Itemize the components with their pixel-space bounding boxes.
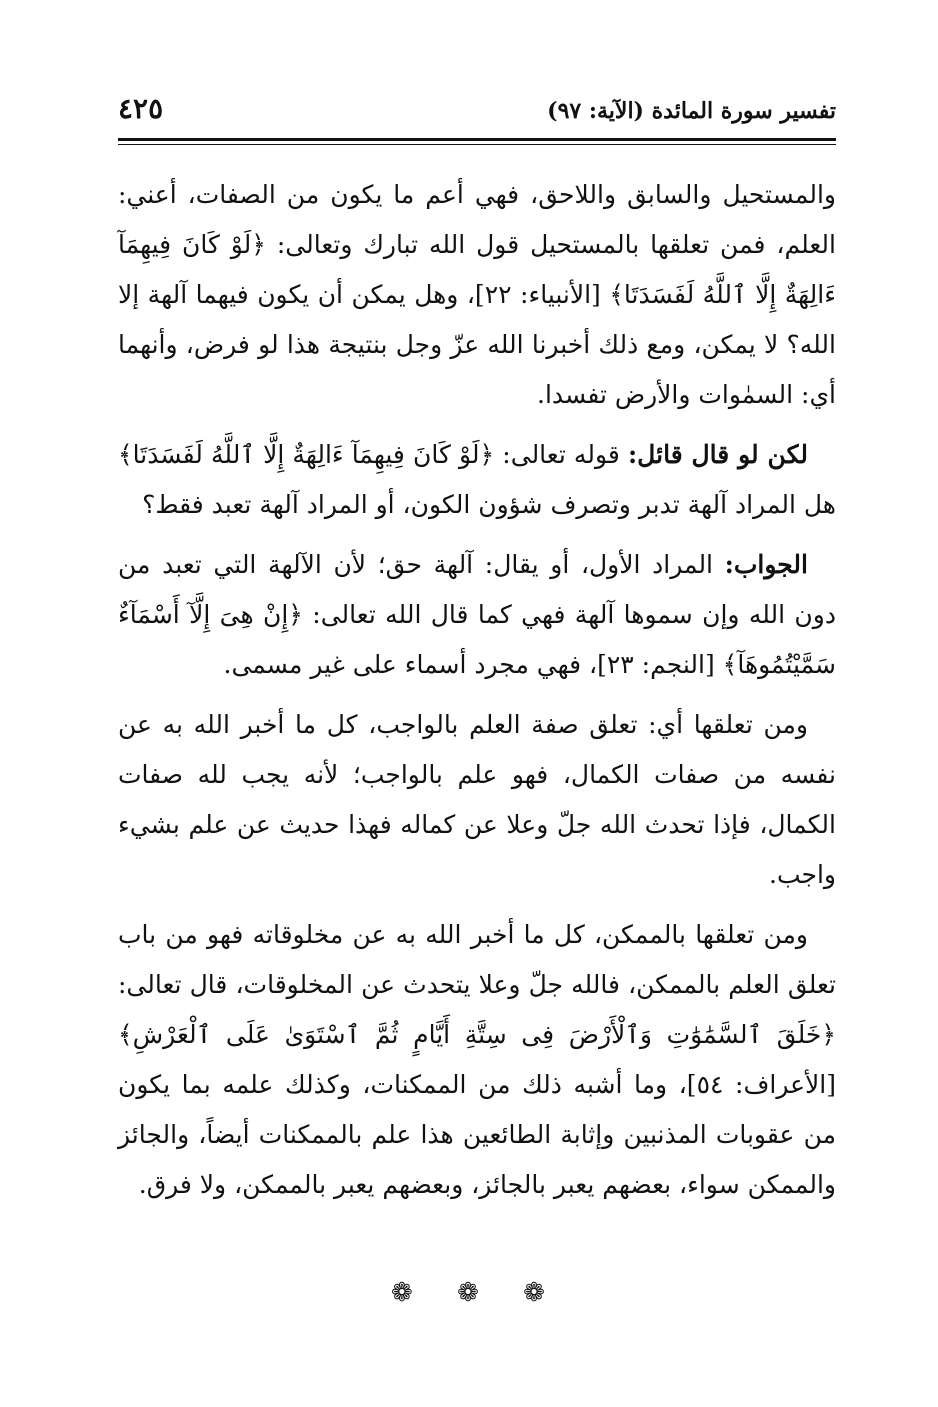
header-rule-thin: [118, 144, 836, 145]
paragraph-lead: الجواب:: [724, 550, 808, 579]
paragraph-text: والمستحيل والسابق واللاحق، فهي أعم ما يكون من الصفات، أعني: العلم، فمن تعلقها بالمستحيل قول الله تبارك وتعالى: ﴿لَوْ كَانَ فِيهِمَآ ءَالِهَةٌ إِلَّا ٱللَّهُ لَفَسَدَتَا﴾ [الأنبياء: ٢٢]، وهل يمكن أن يكون فيهما آلهة إلا الله؟ لا يمكن، ومع ذلك أخبرنا الله عزّ وجل بنتيجة هذا لو فرض، وأنهما أي: السمٰوات والأرض تفسدا.: [118, 180, 837, 409]
header-rule-thick: [118, 138, 836, 141]
page-number: ٤٢٥: [118, 92, 164, 125]
paragraph-lead: لكن لو قال قائل:: [627, 440, 808, 469]
paragraph: [118, 170, 836, 420]
paragraph-text: المراد الأول، أو يقال: آلهة حق؛ لأن الآلهة التي تعبد من دون الله وإن سموها آلهة فهي كما قال الله تعالى: ﴿إِنْ هِىَ إِلَّآ أَسْمَآءٌ سَمَّيْتُمُوهَآ﴾ [النجم: ٢٣]، فهي مجرد أسماء على غير مسمى.: [118, 550, 836, 679]
paragraph: [118, 910, 836, 1210]
paragraph: [118, 700, 836, 900]
paragraph: [118, 540, 836, 690]
running-title: تفسير سورة المائدة (الآية: ٩٧): [547, 98, 836, 124]
paragraph-text: قوله تعالى: ﴿لَوْ كَانَ فِيهِمَآ ءَالِهَةٌ إِلَّا ٱللَّهُ لَفَسَدَتَا﴾ هل المراد آلهة تدبر وتصرف شؤون الكون، أو المراد آلهة تعبد فقط؟: [118, 440, 836, 519]
paragraph-text: ومن تعلقها بالممكن، كل ما أخبر الله به عن مخلوقاته فهو من باب تعلق العلم بالممكن، فالله جلّ وعلا يتحدث عن المخلوقات، قال تعالى: ﴿خَلَقَ ٱلسَّمَٰوَٰتِ وَٱلْأَرْضَ فِى سِتَّةِ أَيَّامٍ ثُمَّ ٱسْتَوَىٰ عَلَى ٱلْعَرْشِ﴾ [الأعراف: ٥٤]، وما أشبه ذلك من الممكنات، وكذلك علمه بما يكون من عقوبات المذنبين وإثابة الطائعين هذا علم بالممكنات أيضاً، والجائز والممكن سواء، بعضهم يعبر بالجائز، وبعضهم يعبر بالممكن، ولا فرق.: [118, 920, 836, 1199]
body-text: [118, 170, 836, 1220]
section-separator-ornament: ❁ ❁ ❁: [391, 1278, 563, 1308]
paragraph-text: ومن تعلقها أي: تعلق صفة العلم بالواجب، كل ما أخبر الله به عن نفسه من صفات الكمال، فهو علم بالواجب؛ لأنه يجب لله صفات الكمال، فإذا تحدث الله جلّ وعلا عن كماله فهذا حديث عن علم بشيء واجب.: [118, 710, 836, 889]
page-header: [118, 92, 836, 134]
paragraph: [118, 430, 836, 530]
